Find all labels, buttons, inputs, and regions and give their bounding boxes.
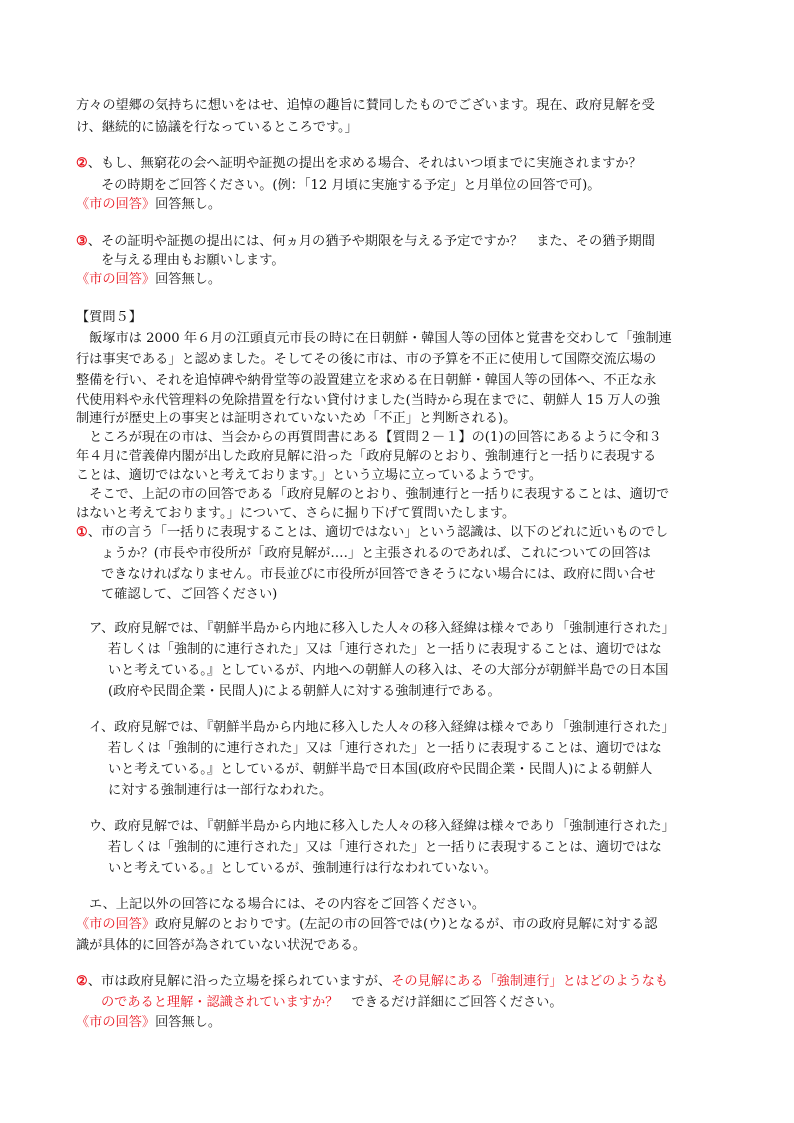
answer-label: 《市の回答》 xyxy=(76,197,156,212)
option-a-line: 若しくは「強制的に連行された」又は「連行された」と一括りに表現することは、適切ではな xyxy=(108,642,662,657)
q4-2-number: ② xyxy=(76,156,88,171)
q4-2-text: 、もし、無窮花の会へ証明や証拠の提出を求める場合、それはいつ頃までに実施されますか？ xyxy=(87,156,642,171)
q4-3-line-2: を与える理由もお願いします。 xyxy=(101,253,285,268)
q5-para1-line: 制連行が歴史上の事実とは証明されていないため「不正」と判断される)。 xyxy=(76,411,517,426)
q4-3-text: 、その証明や証拠の提出には、何ヵ月の猶予や期限を与える予定ですか？ また、その猶予期間 xyxy=(87,234,655,249)
q4-3-number: ③ xyxy=(76,234,88,249)
q5-1-answer xyxy=(76,916,657,933)
q5-para1-line: 行は事実である」と認めました。そしてその後に市は、市の予算を不正に使用して国際交流広場の xyxy=(76,352,657,367)
q5-2-text: できるだけ詳細にご回答ください。 xyxy=(338,995,563,1010)
answer-text: 回答無し。 xyxy=(155,1015,222,1030)
answer-label: 《市の回答》 xyxy=(76,272,156,287)
q5-1-line: ょうか？(市長や市役所が「政府見解が‥‥」と主張されるのであれば、これについての回答は xyxy=(101,546,651,561)
option-i-line: いと考えている。』としているが、朝鮮半島で日本国(政府や民間企業・民間人)による朝鮮人 xyxy=(108,762,653,777)
intro-line-2: け、継続的に協議を行なっているところです。」 xyxy=(76,120,358,135)
option-u-line: ウ、政府見解では、『朝鮮半島から内地に移入した人々の移入経緯は様々であり「強制連行された」 xyxy=(89,819,675,834)
q5-2-emphasis: その見解にある「強制連行」とはどのようなも xyxy=(391,974,669,989)
q5-para2-line: 年４月に菅義偉内閣が出した政府見解に沿った「政府見解のとおり、強制連行と一括りに表現する xyxy=(76,449,657,464)
q5-1-line-1 xyxy=(76,524,668,541)
q4-3-answer xyxy=(76,271,221,288)
q5-para1-line: 整備を行い、それを追悼碑や納骨堂等の設置建立を求める在日朝鮮・韓国人等の団体へ、不正な永 xyxy=(76,373,657,388)
answer-text: 回答無し。 xyxy=(155,197,222,212)
q5-2-line-1 xyxy=(76,973,668,990)
q5-1-answer-line-2: 識が具体的に回答が為されていない状況である。 xyxy=(76,938,367,953)
q5-para2-line: ところが現在の市は、当会からの再質問書にある【質問２－１】の(1)の回答にあるように令和３ xyxy=(76,430,662,445)
q5-heading: 【質問５】 xyxy=(76,310,142,325)
q5-para3-line: そこで、上記の市の回答である「政府見解のとおり、強制連行と一括りに表現することは、適切で xyxy=(76,487,670,502)
q4-2-line-2: その時期をご回答ください。(例：「12 月頃に実施する予定」と月単位の回答で可)。 xyxy=(101,178,601,193)
q5-para2-line: ことは、適切ではないと考えております。」という立場に立っているようです。 xyxy=(76,468,543,483)
q4-2-line-1 xyxy=(76,155,642,172)
q4-3-line-1 xyxy=(76,233,655,250)
option-a-line: いと考えている。』としているが、内地への朝鮮人の移入は、その大部分が朝鮮半島での日本国 xyxy=(108,663,669,678)
q5-para3-line: はないと考えております。」について、さらに掘り下げて質問いたします。 xyxy=(76,506,516,521)
q5-1-line: て確認して、ご回答ください) xyxy=(101,587,278,602)
q5-2-line-2 xyxy=(101,994,563,1011)
q5-1-line: できなければなりません。市長並びに市役所が回答できそうにない場合には、政府に問い合せ xyxy=(101,567,656,582)
option-i-line: イ、政府見解では、『朝鮮半島から内地に移入した人々の移入経緯は様々であり「強制連行された」 xyxy=(89,720,675,735)
answer-text: 政府見解のとおりです。(左記の市の回答では(ウ)となるが、市の政府見解に対する認 xyxy=(155,917,658,932)
answer-label: 《市の回答》 xyxy=(76,917,156,932)
q5-2-emphasis: のであると理解・認識されていますか？ xyxy=(101,995,339,1010)
q5-2-text: 、市は政府見解に沿った立場を採られていますが、 xyxy=(87,974,392,989)
q5-2-answer xyxy=(76,1014,221,1031)
option-i-line: に対する強制連行は一部行なわれた。 xyxy=(108,783,333,798)
intro-line-1: 方々の望郷の気持ちに想いをはせ、追悼の趣旨に賛同したものでございます。現在、政府見解を受 xyxy=(76,98,655,113)
q5-para1-line: 飯塚市は 2000 年６月の江頭貞元市長の時に在日朝鮮・韓国人等の団体と覚書を交わして「強制連 xyxy=(76,331,672,346)
q5-1-number: ① xyxy=(76,525,88,540)
option-u-line: いと考えている。』としているが、強制連行は行なわれていない。 xyxy=(108,861,498,876)
option-a-line: (政府や民間企業・民間人)による朝鮮人に対する強制連行である。 xyxy=(108,684,501,699)
answer-label: 《市の回答》 xyxy=(76,1015,156,1030)
option-i-line: 若しくは「強制的に連行された」又は「連行された」と一括りに表現することは、適切ではな xyxy=(108,741,662,756)
answer-text: 回答無し。 xyxy=(155,272,222,287)
q5-para1-line: 代使用料や永代管理料の免除措置を行ない貸付けました(当時から現在までに、朝鮮人 15 万人の強 xyxy=(76,393,661,408)
option-u-line: 若しくは「強制的に連行された」又は「連行された」と一括りに表現することは、適切ではな xyxy=(108,840,662,855)
q5-1-text: 、市の言う「一括りに表現することは、適切ではない」という認識は、以下のどれに近いものでし xyxy=(87,525,669,540)
q5-2-number: ② xyxy=(76,974,88,989)
option-e-line: エ、上記以外の回答になる場合には、その内容をご回答ください。 xyxy=(89,897,486,912)
q4-2-answer xyxy=(76,196,221,213)
option-a-line: ア、政府見解では、『朝鮮半島から内地に移入した人々の移入経緯は様々であり「強制連行された」 xyxy=(89,621,675,636)
